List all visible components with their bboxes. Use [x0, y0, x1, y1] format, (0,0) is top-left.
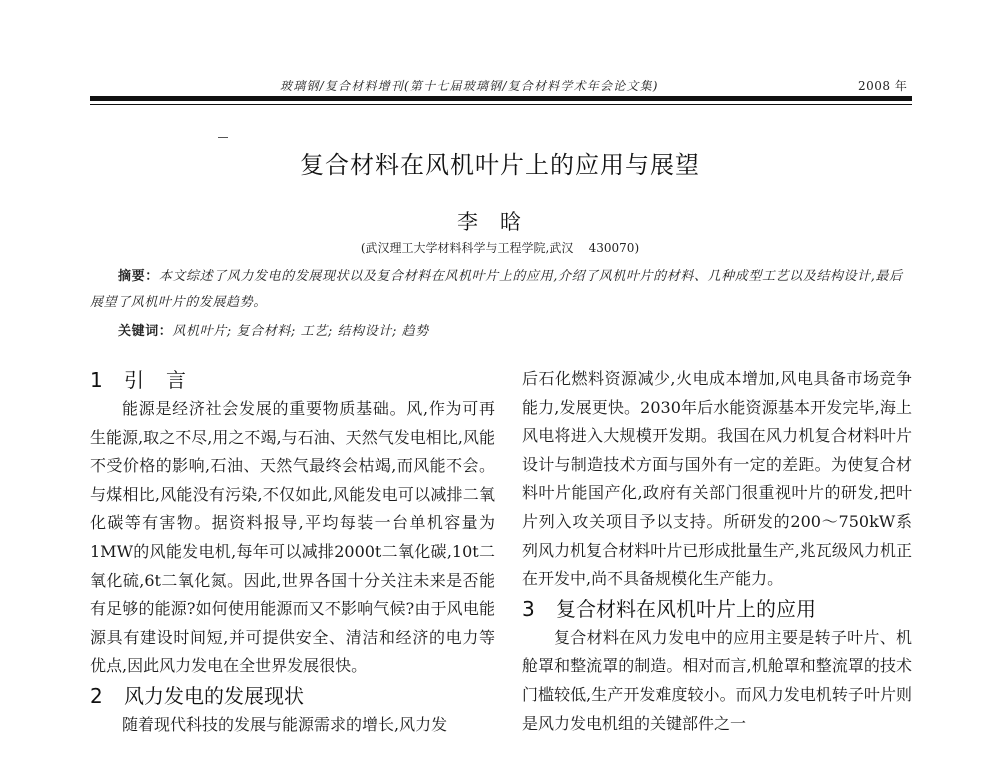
section-3-heading	[522, 594, 912, 624]
section-1-paragraph: 能源是经济社会发展的重要物质基础。风,作为可再生能源,取之不尽,用之不竭,与石油、天然气发电相比,风能不受价格的影响,石油、天然气最终会枯竭,而风能不会。与煤相比,风能没有污染,不仅如此,风能发电可以减排二氧化碳等有害物。据资料报导,平均每装一台单机容量为1MW的风能发电机,每年可以减排2000t二氧化碳,10t二氧化硫,6t二氧化氮。因此,世界各国十分关注未来是否能有足够的能源?如何使用能源而又不影响气候?由于风电能源具有建设时间短,并可提供安全、清洁和经济的电力等优点,因此风力发电在全世界发展很快。	[90, 399, 495, 676]
section-3-number: 3	[522, 596, 535, 621]
scan-mark	[218, 137, 228, 138]
abstract-text: 本文综述了风力发电的发展现状以及复合材料在风机叶片上的应用,介绍了风机叶片的材料、几种成型工艺以及结构设计,最后展望了风机叶片的发展趋势。	[90, 269, 903, 310]
abstract	[90, 264, 912, 316]
section-2-title: 风力发电的发展现状	[124, 683, 304, 708]
section-3-paragraph: 复合材料在风力发电中的应用主要是转子叶片、机舱罩和整流罩的制造。相对而言,机舱罩和整流罩的技术门槛较低,生产开发难度较小。而风力发电机转子叶片则是风力发电机组的关键部件之一	[522, 627, 912, 733]
section-1-heading	[90, 365, 495, 395]
right-column	[522, 365, 912, 738]
keywords	[118, 320, 429, 339]
abstract-label: 摘要：	[118, 269, 159, 284]
section-3-title: 复合材料在风机叶片上的应用	[556, 596, 816, 621]
paper-title: 复合材料在风机叶片上的应用与展望	[300, 151, 700, 179]
header-rule-thin	[90, 104, 912, 105]
journal-year: 2008 年	[858, 79, 908, 93]
journal-header: 玻璃钢/复合材料增刊(第十七届玻璃钢/复合材料学术年会论文集)	[280, 79, 659, 93]
section-2-continued: 后石化燃料资源减少,火电成本增加,风电具备市场竞争能力,发展更快。2030年后水能资源基本开发完毕,海上风电将进入大规模开发期。我国在风力机复合材料叶片设计与制造技术方面与国外有一定的差距。为使复合材料叶片能国产化,政府有关部门很重视叶片的研发,把叶片列入攻关项目予以支持。所研发的200～750kW系列风力机复合材料叶片已形成批量生产,兆瓦级风力机正在开发中,尚不具备规模化生产能力。	[522, 369, 912, 589]
section-1-number: 1	[90, 368, 103, 392]
keywords-label: 关键词：	[118, 324, 173, 339]
keywords-text: 风机叶片; 复合材料; 工艺; 结构设计; 趋势	[172, 324, 429, 339]
section-2-heading	[90, 681, 495, 711]
author-affiliation: (武汉理工大学材料科学与工程学院,武汉 430070)	[360, 241, 640, 255]
section-2-number: 2	[90, 683, 103, 708]
left-column	[90, 365, 495, 740]
section-2-paragraph: 随着现代科技的发展与能源需求的增长,风力发	[122, 714, 448, 734]
section-1-title: 引言	[124, 368, 208, 392]
author-name: 李晗	[457, 210, 543, 234]
header-rule-thick	[90, 96, 912, 101]
